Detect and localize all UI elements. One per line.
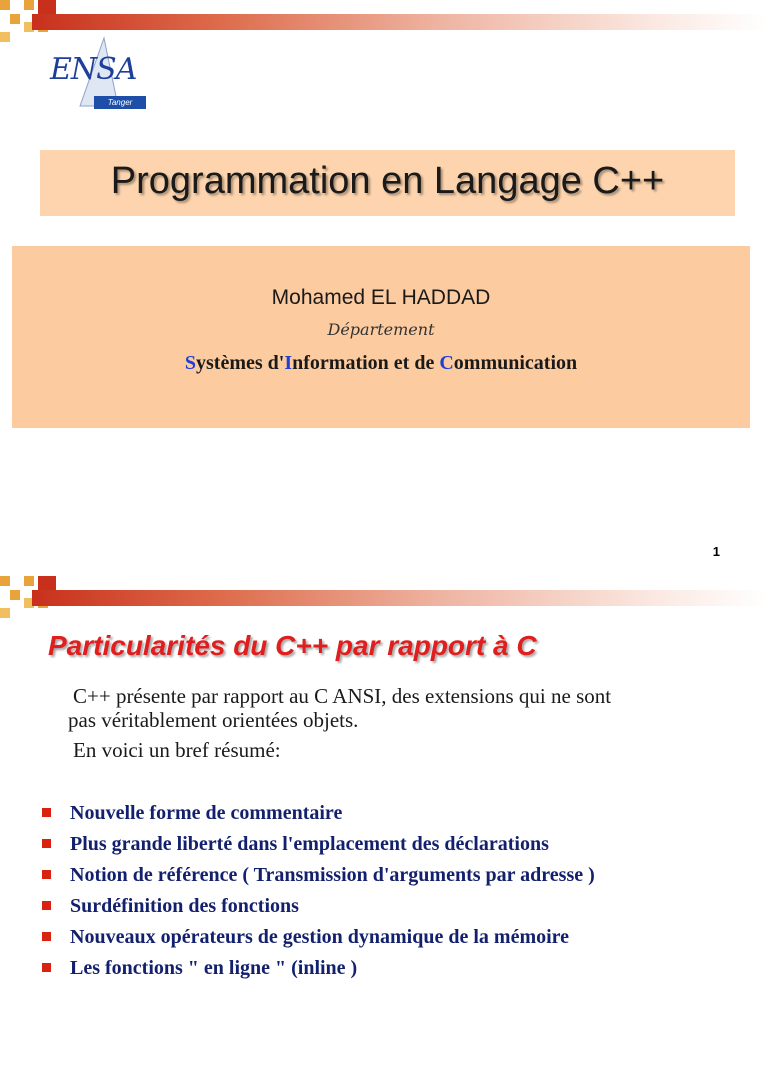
department-name [12, 352, 750, 375]
logo-text: ENSA [50, 52, 137, 87]
intro-text [70, 684, 760, 762]
intro-line-2: pas véritablement orientées objets. [68, 708, 359, 732]
slide-title: Programmation en Langage C++ [110, 160, 665, 202]
department-part-1: ystèmes d' [196, 352, 285, 374]
intro-line-3: En voici un bref résumé: [73, 738, 281, 762]
list-item [42, 924, 595, 955]
list-item [42, 800, 595, 831]
ensa-logo [44, 36, 152, 116]
department-label: Département [327, 320, 435, 339]
bullet-list [42, 800, 595, 986]
list-item-text: Notion de référence ( Transmission d'arguments par adresse ) [70, 864, 595, 886]
author-box [12, 246, 750, 428]
intro-line-1: C++ présente par rapport au C ANSI, des extensions qui ne sont [73, 684, 612, 708]
header-gradient-bar [32, 14, 768, 30]
list-item [42, 893, 595, 924]
slide-title: Particularités du C++ par rapport à C [48, 630, 537, 661]
title-box [40, 150, 735, 216]
page-number: 1 [712, 544, 720, 559]
logo-subtext: Tanger [94, 96, 146, 109]
department-part-3: ommunication [453, 352, 578, 374]
list-item [42, 862, 595, 893]
list-item-text: Nouveaux opérateurs de gestion dynamique de la mémoire [70, 926, 570, 948]
list-item-text: Nouvelle forme de commentaire [70, 802, 343, 824]
bullet-square-icon [42, 901, 51, 910]
list-item [42, 831, 595, 862]
initial-c: C [439, 352, 454, 374]
slide-1 [0, 0, 768, 512]
bullet-square-icon [42, 839, 51, 848]
bullet-square-icon [42, 963, 51, 972]
author-name: Mohamed EL HADDAD [271, 286, 491, 309]
bullet-square-icon [42, 808, 51, 817]
list-item-text: Surdéfinition des fonctions [70, 895, 299, 917]
list-item-text: Les fonctions " en ligne " (inline ) [70, 957, 358, 979]
bullet-square-icon [42, 932, 51, 941]
initial-s: S [184, 352, 196, 374]
bullet-square-icon [42, 870, 51, 879]
list-item-text: Plus grande liberté dans l'emplacement des déclarations [70, 833, 549, 855]
list-item [42, 955, 595, 986]
header-gradient-bar [32, 590, 768, 606]
slide-2 [0, 576, 768, 1088]
initial-i: I [284, 352, 293, 374]
department-part-2: nformation et de [292, 352, 440, 374]
